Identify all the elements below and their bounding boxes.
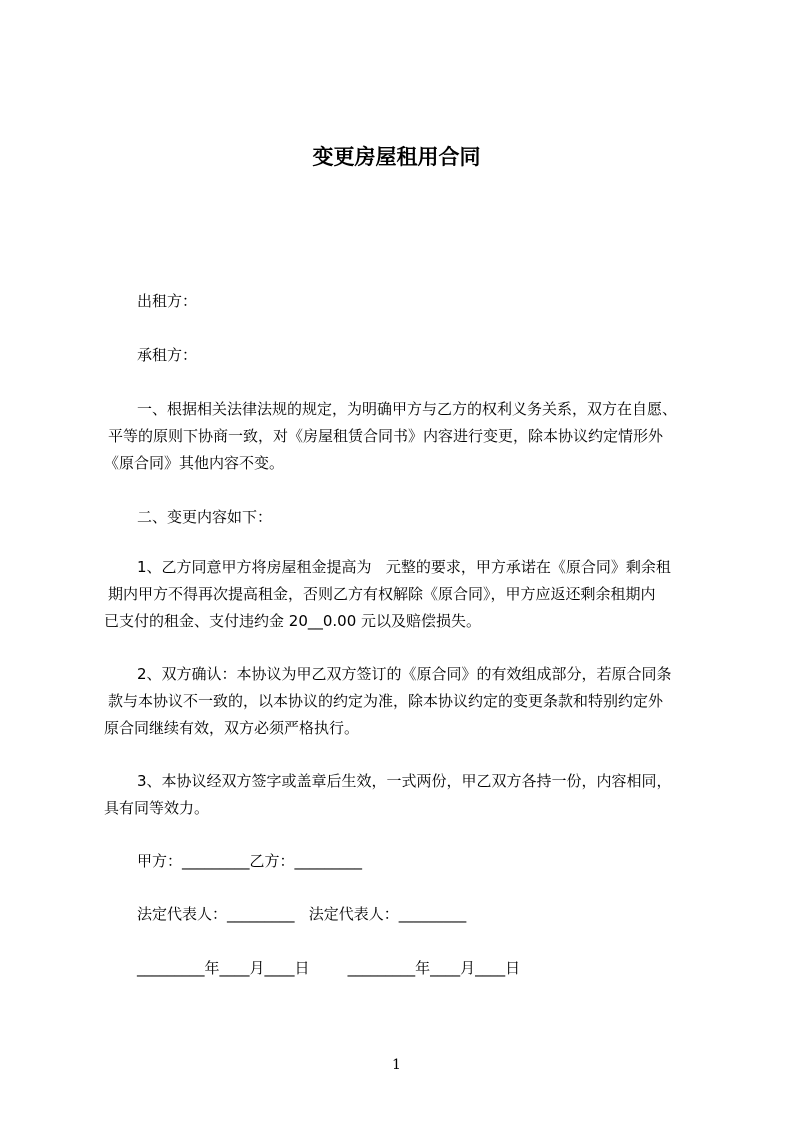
signature-dates-line: _________年____月____日 _________年____月____日 [137, 959, 521, 977]
change-item-3-line-2: 具有同等效力。 [104, 799, 210, 817]
signature-parties-line: 甲方：_________乙方：_________ [137, 852, 363, 870]
change-item-2-line-1: 2、双方确认：本协议为甲乙双方签订的《原合同》的有效组成部分，若原合同条 [137, 665, 672, 683]
change-item-3-line-1: 3、本协议经双方签字或盖章后生效，一式两份，甲乙双方各持一份，内容相同， [137, 772, 672, 790]
change-item-1-line-2: 期内甲方不得再次提高租金，否则乙方有权解除《原合同》，甲方应返还剩余租期内 [108, 585, 656, 603]
clause-1-line-1: 一、根据相关法律法规的规定，为明确甲方与乙方的权利义务关系，双方在自愿、 [137, 400, 678, 418]
change-item-2-line-2: 款与本协议不一致的，以本协议的约定为准，除本协议约定的变更条款和特别约定外 [108, 692, 664, 710]
document-title: 变更房屋租用合同 [312, 145, 481, 169]
signature-representatives-line: 法定代表人：_________ 法定代表人：_________ [137, 905, 467, 923]
lessor-label: 出租方： [137, 292, 198, 310]
page-number: 1 [392, 1057, 401, 1073]
change-item-1-line-1: 1、乙方同意甲方将房屋租金提高为 元整的要求，甲方承诺在《原合同》剩余租 [137, 558, 671, 576]
clause-2-heading: 二、变更内容如下： [137, 508, 273, 526]
clause-1-line-2: 平等的原则下协商一致，对《房屋租赁合同书》内容进行变更，除本协议约定情形外 [108, 427, 664, 445]
change-item-1-line-3: 已支付的租金、支付违约金 20__0.00 元以及赔偿损失。 [104, 612, 482, 630]
change-item-2-line-3: 原合同继续有效，双方必须严格执行。 [104, 719, 360, 737]
clause-1-line-3: 《原合同》其他内容不变。 [104, 454, 285, 472]
lessee-label: 承租方： [137, 346, 198, 364]
